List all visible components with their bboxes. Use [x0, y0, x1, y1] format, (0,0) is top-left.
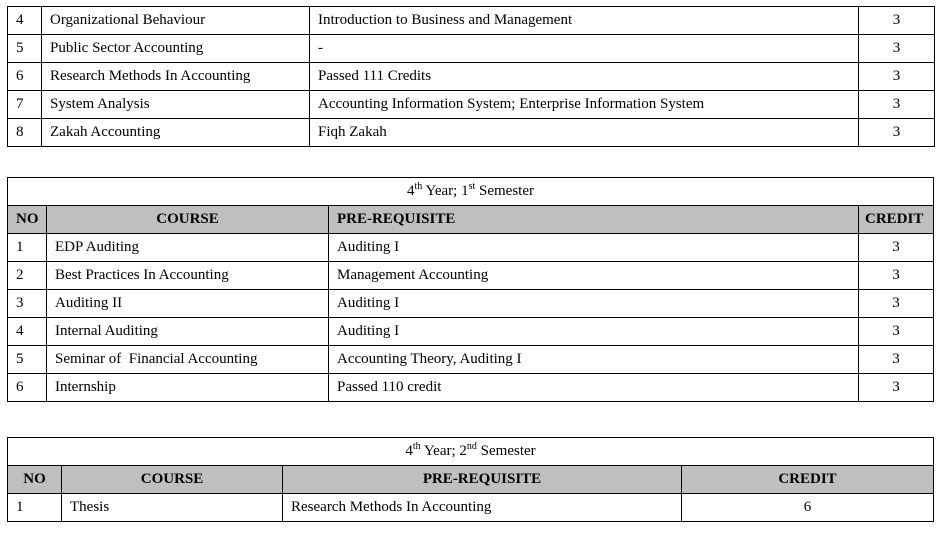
- credit: 3: [859, 346, 934, 374]
- course-name: EDP Auditing: [47, 234, 329, 262]
- course-name: Best Practices In Accounting: [47, 262, 329, 290]
- course-name: Seminar of Financial Accounting: [47, 346, 329, 374]
- prerequisite: Auditing I: [329, 234, 859, 262]
- prerequisite: Management Accounting: [329, 262, 859, 290]
- header-prerequisite: PRE-REQUISITE: [329, 206, 859, 234]
- header-prerequisite: PRE-REQUISITE: [283, 466, 682, 494]
- header-course: COURSE: [62, 466, 283, 494]
- table-row: [8, 346, 934, 374]
- credit: 3: [859, 290, 934, 318]
- course-name: Research Methods In Accounting: [42, 63, 310, 91]
- credit: 3: [859, 262, 934, 290]
- prerequisite: Auditing I: [329, 318, 859, 346]
- credit: 3: [859, 7, 935, 35]
- row-number: 1: [8, 234, 47, 262]
- header-no: NO: [8, 466, 62, 494]
- table-row: [8, 63, 935, 91]
- credit: 3: [859, 119, 935, 147]
- row-number: 1: [8, 494, 62, 522]
- header-credit: CREDIT: [859, 206, 934, 234]
- header-row: [8, 466, 934, 494]
- credit: 3: [859, 374, 934, 402]
- prerequisite: Accounting Theory, Auditing I: [329, 346, 859, 374]
- header-no: NO: [8, 206, 47, 234]
- semester-table-4th-year-2nd: [7, 437, 934, 522]
- table-row: [8, 290, 934, 318]
- course-name: Auditing II: [47, 290, 329, 318]
- credit: 3: [859, 91, 935, 119]
- header-credit: CREDIT: [682, 466, 934, 494]
- row-number: 8: [8, 119, 42, 147]
- semester-caption: 4th Year; 2nd Semester: [8, 438, 934, 466]
- credit: 3: [859, 234, 934, 262]
- semester-table-4th-year-1st: [7, 177, 934, 402]
- row-number: 5: [8, 35, 42, 63]
- prerequisite: Passed 111 Credits: [310, 63, 859, 91]
- row-number: 4: [8, 318, 47, 346]
- prerequisite: Passed 110 credit: [329, 374, 859, 402]
- prerequisite: Accounting Information System; Enterprise Information System: [310, 91, 859, 119]
- row-number: 2: [8, 262, 47, 290]
- credit: 3: [859, 35, 935, 63]
- prerequisite: Fiqh Zakah: [310, 119, 859, 147]
- table-row: [8, 7, 935, 35]
- prerequisite: Research Methods In Accounting: [283, 494, 682, 522]
- header-row: [8, 206, 934, 234]
- semester-caption-row: [8, 438, 934, 466]
- course-name: Internship: [47, 374, 329, 402]
- credit: 3: [859, 63, 935, 91]
- row-number: 5: [8, 346, 47, 374]
- course-name: Zakah Accounting: [42, 119, 310, 147]
- prerequisite: Auditing I: [329, 290, 859, 318]
- table-row: [8, 91, 935, 119]
- semester-caption: 4th Year; 1st Semester: [8, 178, 934, 206]
- table-row: [8, 234, 934, 262]
- row-number: 4: [8, 7, 42, 35]
- course-name: Internal Auditing: [47, 318, 329, 346]
- row-number: 6: [8, 374, 47, 402]
- credit: 3: [859, 318, 934, 346]
- course-name: Public Sector Accounting: [42, 35, 310, 63]
- row-number: 6: [8, 63, 42, 91]
- prerequisite: -: [310, 35, 859, 63]
- table-row: [8, 262, 934, 290]
- header-course: COURSE: [47, 206, 329, 234]
- table-row: [8, 318, 934, 346]
- table-row: [8, 35, 935, 63]
- table-row: [8, 374, 934, 402]
- course-name: Thesis: [62, 494, 283, 522]
- row-number: 7: [8, 91, 42, 119]
- credit: 6: [682, 494, 934, 522]
- course-name: System Analysis: [42, 91, 310, 119]
- table-row: [8, 119, 935, 147]
- prerequisite: Introduction to Business and Management: [310, 7, 859, 35]
- row-number: 3: [8, 290, 47, 318]
- course-table-continued: [7, 6, 935, 147]
- course-name: Organizational Behaviour: [42, 7, 310, 35]
- table-row: [8, 494, 934, 522]
- semester-caption-row: [8, 178, 934, 206]
